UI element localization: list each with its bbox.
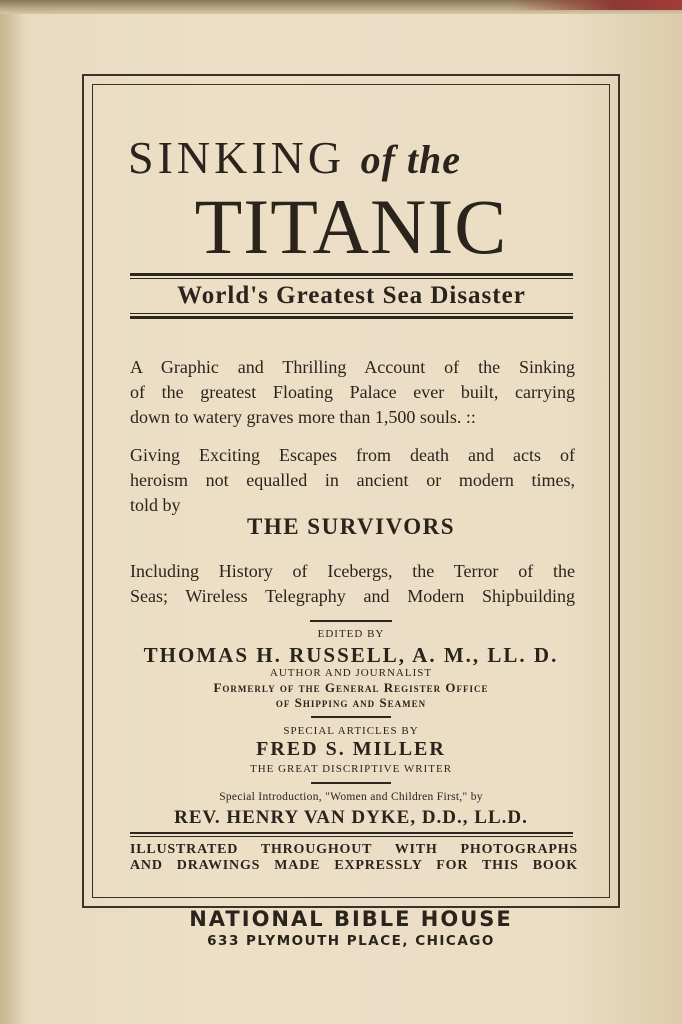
paragraph-line: Including History of Icebergs, the Terror of the xyxy=(130,561,575,581)
paragraph-account xyxy=(130,355,575,430)
page-gutter-shadow xyxy=(0,0,22,1024)
paragraph-including xyxy=(130,559,575,609)
edited-by-label: EDITED BY xyxy=(317,628,385,640)
paragraph-line: of the greatest Floating Palace ever built, carrying xyxy=(130,382,575,402)
rule-top-thin xyxy=(130,278,573,279)
editor-name: THOMAS H. RUSSELL, A. M., LL. D. xyxy=(143,643,559,667)
title-sinking: SINKING xyxy=(128,132,346,183)
paragraph-line: A Graphic and Thrilling Account of the Sinking xyxy=(130,357,575,377)
rule-top-thick xyxy=(130,273,573,276)
title-titanic: TITANIC xyxy=(194,183,508,270)
special-articles-label: SPECIAL ARTICLES BY xyxy=(283,725,419,737)
illustrated-line: AND DRAWINGS MADE EXPRESSLY FOR THIS BOOK xyxy=(130,858,578,873)
divider-short xyxy=(311,782,391,784)
paragraph-line: Giving Exciting Escapes from death and acts of xyxy=(130,445,575,465)
the-survivors-heading: THE SURVIVORS xyxy=(246,514,456,539)
divider-short xyxy=(310,620,392,622)
illustrated-note xyxy=(130,842,578,874)
rule-bottom-thick xyxy=(130,316,573,319)
divider-short xyxy=(311,716,391,718)
paragraph-line: told by xyxy=(130,495,181,515)
title-of-the: of the xyxy=(360,137,462,182)
illustrated-line: ILLUSTRATED THROUGHOUT WITH PHOTOGRAPHS xyxy=(130,842,578,857)
van-dyke-name: REV. HENRY VAN DYKE, D.D., LL.D. xyxy=(174,807,528,828)
intro-line: Special Introduction, "Women and Children First," by xyxy=(219,791,483,803)
paragraph-escapes xyxy=(130,443,575,518)
rule-bottom-thin xyxy=(130,313,573,314)
editor-former-1: Formerly of the General Register Office xyxy=(213,680,489,695)
paragraph-line: down to watery graves more than 1,500 souls. :: xyxy=(130,407,476,427)
subtitle: World's Greatest Sea Disaster xyxy=(177,282,526,309)
title-line-1 xyxy=(128,131,588,184)
publisher-name: NATIONAL BIBLE HOUSE xyxy=(189,907,513,931)
editor-role: AUTHOR AND JOURNALIST xyxy=(269,667,433,679)
rule-illustrated-thin xyxy=(130,836,573,837)
publisher-address: 633 PLYMOUTH PLACE, CHICAGO xyxy=(207,933,495,949)
cover-edge xyxy=(512,0,682,10)
miller-name: FRED S. MILLER xyxy=(256,738,446,760)
paragraph-line: Seas; Wireless Telegraphy and Modern Shipbuilding xyxy=(130,586,575,606)
paragraph-line: heroism not equalled in ancient or modern times, xyxy=(130,470,575,490)
miller-role: THE GREAT DISCRIPTIVE WRITER xyxy=(249,763,453,775)
rule-illustrated-thick xyxy=(130,832,573,834)
editor-former-2: of Shipping and Seamen xyxy=(275,695,427,710)
